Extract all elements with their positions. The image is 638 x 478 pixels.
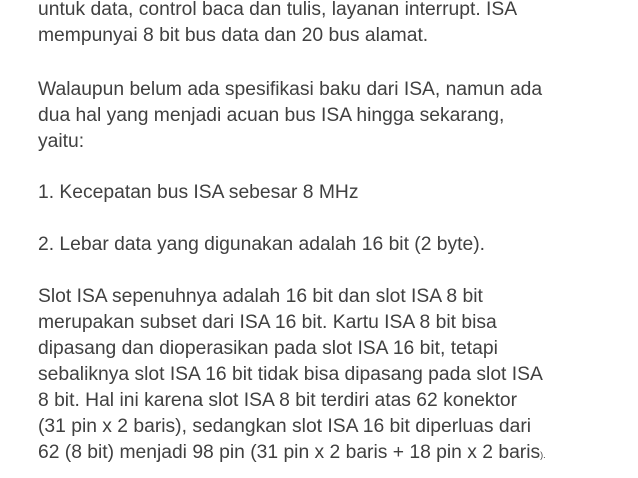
paragraph-specification — [38, 77, 628, 155]
text-line: 8 bit. Hal ini karena slot ISA 8 bit terdiri atas 62 konektor — [38, 390, 518, 411]
text-line: mempunyai 8 bit bus data dan 20 bus alamat. — [38, 25, 429, 46]
text-line-content: 62 (8 bit) menjadi 98 pin (31 pin x 2 baris + 18 pin x 2 baris — [38, 442, 541, 463]
text-line: Slot ISA sepenuhnya adalah 16 bit dan slot ISA 8 bit — [38, 286, 483, 307]
list-item-bus-speed — [38, 180, 628, 206]
paragraph-isa-slot — [38, 284, 628, 466]
text-line: dua hal yang menjadi acuan bus ISA hingga sekarang, — [38, 105, 505, 126]
paragraph-isa-bus-intro — [38, 0, 628, 49]
text-line: merupakan subset dari ISA 16 bit. Kartu ISA 8 bit bisa — [38, 312, 497, 333]
text-line: Walaupun belum ada spesifikasi baku dari ISA, namun ada — [38, 79, 543, 100]
text-line — [38, 440, 628, 466]
text-line: sebaliknya slot ISA 16 bit tidak bisa dipasang pada slot ISA — [38, 364, 543, 385]
list-item-data-width — [38, 232, 628, 258]
text-line: yaitu: — [38, 131, 85, 152]
text-line: 2. Lebar data yang digunakan adalah 16 bit (2 byte). — [38, 234, 486, 255]
text-line: (31 pin x 2 baris), sedangkan slot ISA 16 bit diperluas dari — [38, 416, 532, 437]
text-line: dipasang dan dioperasikan pada slot ISA 16 bit, tetapi — [38, 338, 498, 359]
text-line: 1. Kecepatan bus ISA sebesar 8 MHz — [38, 182, 359, 203]
trailing-small-punctuation: ). — [540, 450, 546, 460]
text-line: untuk data, control baca dan tulis, layanan interrupt. ISA — [38, 0, 518, 20]
